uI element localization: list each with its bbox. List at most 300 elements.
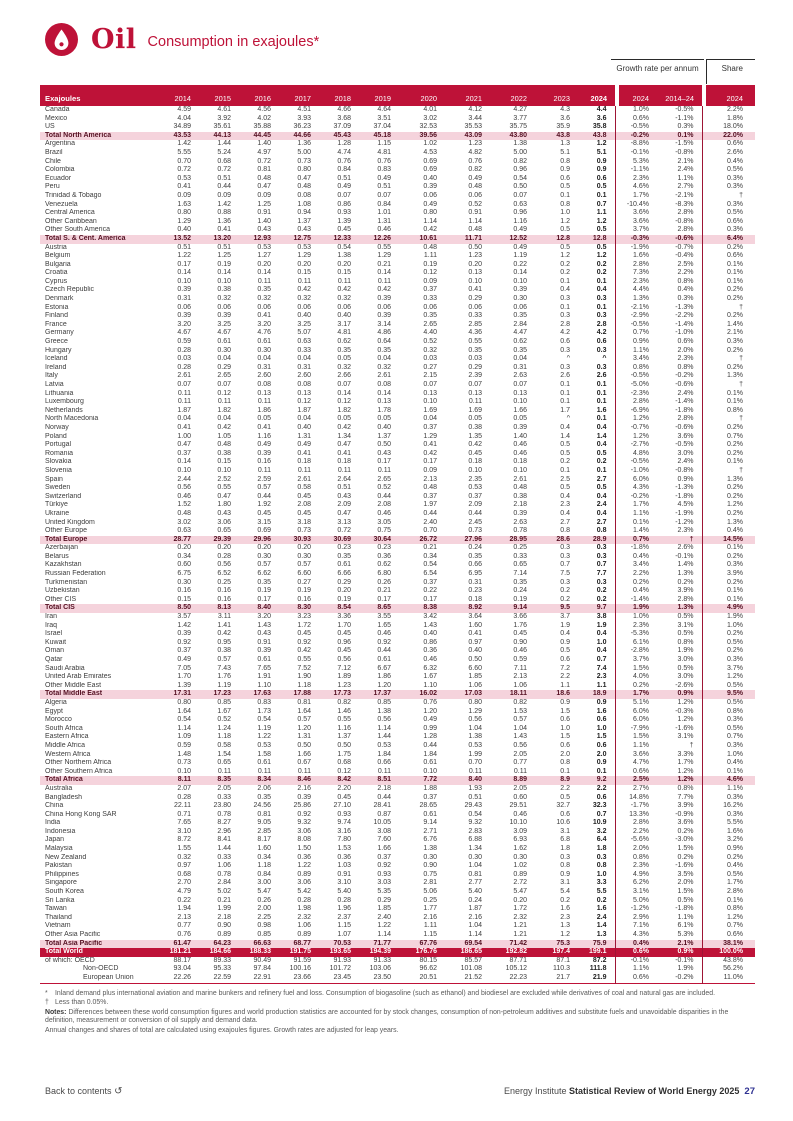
table-cell: 0.4: [596, 423, 607, 431]
table-cell: 0.33: [468, 312, 482, 320]
table-cell: 0.55: [468, 338, 482, 346]
table-row: [40, 441, 755, 450]
table-cell: 0.85: [377, 698, 391, 706]
table-cell: 9.14: [423, 819, 437, 827]
table-cell: 0.11: [217, 398, 231, 406]
table-cell: 3.0%: [677, 673, 694, 681]
table-cell: 188.33: [239, 948, 279, 957]
table-row: [40, 776, 755, 785]
table-cell: 0.1: [560, 381, 570, 388]
table-cell: 0.14: [177, 458, 191, 466]
table-row: [40, 201, 755, 210]
table-cell: 2.3%: [633, 862, 649, 870]
table-cell: 2.18: [217, 913, 231, 921]
table-cell: 1.96: [337, 905, 351, 913]
table-cell: -0.5%: [675, 441, 694, 449]
table-cell: 1.0: [596, 638, 607, 646]
table-cell: 0.1: [596, 767, 607, 775]
table-cell: 0.55: [217, 484, 231, 492]
table-cell: 28.6: [535, 536, 578, 545]
table-cell: 3.64: [468, 613, 482, 621]
table-cell: 1.0: [560, 724, 570, 732]
table-cell: 0.38: [217, 286, 231, 294]
table-cell: -1.2%: [675, 518, 694, 526]
table-cell: 7.60: [377, 836, 391, 844]
table-cell: 1.2%: [657, 776, 702, 785]
table-cell: -0.1%: [630, 148, 649, 156]
row-label: Indonesia: [45, 827, 76, 835]
table-cell: 26.72: [399, 536, 445, 545]
table-cell: -0.9%: [675, 810, 694, 818]
table-cell: 9.7: [578, 604, 615, 613]
table-cell: 0.35: [257, 286, 271, 294]
table-cell: 0.4%: [633, 587, 649, 595]
footnote-text: Annual changes and shares of total are calculated using exajoules figures. Growth rates are adjusted for leap years.: [45, 1026, 399, 1034]
table-cell: 87.1: [556, 956, 570, 964]
table-cell: 0.41: [257, 312, 271, 320]
footer-publication: [504, 1086, 755, 1097]
table-cell: 0.2: [560, 896, 570, 904]
row-label: China Hong Kong SAR: [45, 810, 117, 818]
table-cell: 1.2: [596, 140, 607, 148]
table-cell: 0.4%: [727, 527, 743, 535]
table-cell: 0.08: [257, 381, 271, 388]
table-cell: 0.91: [468, 209, 482, 217]
table-cell: 4.9%: [633, 870, 649, 878]
table-cell: 0.1: [596, 303, 607, 311]
table-cell: 0.6: [560, 174, 570, 182]
table-cell: 0.66: [468, 561, 482, 569]
table-cell: 0.77: [177, 922, 191, 930]
table-cell: 0.11: [257, 277, 271, 285]
table-cell: 110.3: [553, 965, 570, 973]
table-cell: 0.07: [337, 191, 351, 199]
row-label: Chile: [45, 157, 61, 165]
table-cell: 0.37: [423, 492, 437, 500]
table-cell: 3.7: [560, 613, 570, 621]
table-cell: 1.08: [297, 200, 311, 208]
table-cell: 1.0%: [633, 106, 649, 113]
table-cell: 0.5: [560, 243, 570, 251]
table-cell: 3.15: [257, 518, 271, 526]
table-cell: -1.1%: [675, 114, 694, 122]
table-cell: 32.3: [592, 802, 607, 810]
table-cell: 7.7: [596, 570, 607, 578]
corner-label: Exajoules: [40, 85, 155, 106]
table-cell: 1.37: [337, 733, 351, 741]
table-cell: 100.0%: [706, 948, 755, 957]
table-cell: 0.61: [217, 338, 231, 346]
table-cell: 3.36: [337, 613, 351, 621]
table-cell: 16.2%: [723, 802, 743, 810]
table-cell: 89.33: [213, 956, 231, 964]
table-cell: 34.89: [173, 123, 191, 131]
table-cell: 1.2: [560, 252, 570, 260]
table-cell: 1.29: [468, 707, 482, 715]
table-cell: 5.47: [513, 888, 527, 896]
table-cell: -0.8%: [675, 217, 694, 225]
table-cell: 1.31: [377, 217, 391, 225]
table-cell: 10.61: [399, 235, 445, 244]
table-cell: 13.52: [155, 235, 199, 244]
table-cell: 0.04: [217, 415, 231, 423]
table-cell: 21.52: [464, 973, 482, 981]
table-cell: 0.17: [377, 595, 391, 603]
table-cell: 0.5%: [727, 724, 743, 732]
table-cell: 44.45: [239, 132, 279, 141]
table-cell: 0.3: [560, 363, 570, 371]
table-cell: 75.3: [535, 940, 578, 949]
row-label: China: [45, 802, 64, 810]
table-cell: 0.09: [257, 191, 271, 199]
table-cell: 0.1: [596, 398, 607, 406]
back-to-contents-link[interactable]: [45, 1086, 122, 1097]
row-label: United Arab Emirates: [45, 673, 112, 681]
table-cell: 2.60: [257, 372, 271, 380]
table-cell: 0.59: [513, 656, 527, 663]
table-cell: 30.93: [279, 536, 319, 545]
table-cell: 0.4%: [727, 157, 743, 165]
table-cell: 1.67: [217, 707, 231, 715]
table-cell: 0.42: [297, 647, 311, 655]
table-cell: 7.65: [257, 664, 271, 672]
table-cell: 1.3%: [633, 295, 649, 303]
table-cell: 0.2: [560, 595, 570, 603]
table-cell: 1.01: [377, 209, 391, 217]
table-cell: 35.9: [556, 123, 570, 131]
table-cell: 1.6: [560, 905, 570, 913]
table-cell: 28.65: [419, 802, 437, 810]
table-cell: 0.9: [596, 759, 607, 767]
table-cell: 0.20: [297, 544, 311, 552]
table-cell: 1.31: [297, 432, 311, 440]
table-cell: 2.61: [377, 372, 391, 380]
table-cell: 0.8%: [727, 707, 743, 715]
table-cell: 0.49: [423, 200, 437, 208]
table-cell: 17.31: [155, 690, 199, 699]
table-cell: 0.42: [297, 286, 311, 294]
table-cell: 0.80: [177, 209, 191, 217]
table-cell: 9.32: [468, 819, 482, 827]
table-cell: 0.10: [468, 466, 482, 474]
table-row: [40, 673, 755, 682]
table-cell: 2.7: [560, 518, 570, 526]
table-cell: 1.1: [596, 209, 607, 217]
table-row: [40, 699, 755, 708]
table-cell: 17.23: [199, 690, 239, 699]
table-cell: 0.24: [468, 896, 482, 904]
table-cell: 0.26: [377, 578, 391, 586]
table-cell: 3.4%: [633, 355, 649, 363]
table-cell: 1.2: [596, 217, 607, 225]
table-cell: 4.3%: [633, 931, 649, 938]
table-cell: 1.23: [468, 140, 482, 148]
table-cell: 0.1: [596, 191, 607, 199]
table-cell: 1.66: [297, 750, 311, 758]
table-cell: 1.21: [513, 922, 527, 930]
table-cell: 0.18: [297, 458, 311, 466]
table-cell: 194.39: [359, 948, 399, 957]
table-cell: 0.47: [177, 441, 191, 449]
table-cell: 0.32: [177, 853, 191, 861]
table-cell: 0.25: [217, 578, 231, 586]
table-cell: 1.18: [297, 681, 311, 689]
table-cell: 13.3%: [629, 810, 649, 818]
table-cell: 0.53: [177, 174, 191, 182]
table-cell: 2.2%: [633, 827, 649, 835]
table-cell: 0.39: [513, 286, 527, 294]
table-row: [40, 355, 755, 364]
table-cell: 3.10: [177, 827, 191, 835]
table-cell: 0.1%: [727, 269, 743, 277]
row-label: Mexico: [45, 114, 68, 122]
table-cell: 1.1%: [677, 174, 694, 182]
table-cell: 193.65: [319, 948, 359, 957]
table-row: [40, 888, 755, 897]
table-cell: 0.40: [423, 174, 437, 182]
table-cell: 0.1%: [727, 587, 743, 595]
table-cell: 0.8%: [727, 406, 743, 414]
table-cell: 5.0%: [633, 896, 649, 904]
table-row: [40, 570, 755, 579]
table-cell: -0.2%: [675, 973, 694, 981]
table-cell: 0.16: [257, 458, 271, 466]
table-cell: 3.25: [297, 320, 311, 328]
table-cell: 0.5: [596, 484, 607, 492]
table-cell: 2.7: [596, 518, 607, 526]
table-cell: 0.08: [297, 191, 311, 199]
table-cell: 0.42: [468, 441, 482, 449]
table-cell: 1.1%: [633, 509, 649, 517]
table-cell: 0.92: [297, 810, 311, 818]
table-cell: 0.06: [177, 303, 191, 311]
growth-col-header: 2024: [619, 85, 657, 106]
table-cell: 0.04: [423, 415, 437, 423]
table-cell: 6.76: [423, 836, 437, 844]
table-cell: 3.10: [337, 879, 351, 887]
table-cell: 0.1%: [727, 767, 743, 775]
table-cell: 0.8: [596, 527, 607, 535]
table-cell: 30.69: [319, 536, 359, 545]
table-row: [40, 819, 755, 828]
table-cell: 0.17: [423, 458, 437, 466]
table-cell: 3.1: [560, 827, 570, 835]
table-cell: 0.2: [596, 587, 607, 595]
table-cell: 1.78: [377, 406, 391, 414]
table-cell: 16.02: [399, 690, 445, 699]
table-cell: 0.56: [377, 716, 391, 724]
table-cell: 1.0: [596, 724, 607, 732]
table-cell: 0.31: [297, 363, 311, 371]
table-cell: 0.5: [560, 449, 570, 457]
table-row: [40, 639, 755, 648]
table-cell: 0.3: [596, 346, 607, 354]
table-cell: 0.6%: [619, 948, 657, 957]
table-cell: 2.8: [560, 320, 570, 328]
row-label: US: [45, 123, 55, 131]
page-subtitle: Consumption in exajoules*: [147, 34, 320, 50]
table-cell: 0.06: [468, 191, 482, 199]
table-cell: 2.66: [337, 372, 351, 380]
table-row: [40, 682, 755, 691]
table-cell: 0.83: [377, 166, 391, 174]
table-cell: 5.00: [513, 148, 527, 156]
table-cell: 1.10: [423, 681, 437, 689]
table-cell: 0.92: [377, 638, 391, 646]
table-cell: 0.92: [177, 638, 191, 646]
table-cell: 35.8: [592, 123, 607, 131]
table-cell: 0.78: [513, 527, 527, 535]
table-row: [40, 235, 755, 244]
table-cell: -2.2%: [675, 312, 694, 320]
table-cell: 0.40: [297, 312, 311, 320]
table-cell: 0.9: [596, 157, 607, 165]
table-cell: 1.43: [513, 733, 527, 741]
table-cell: 8.17: [257, 836, 271, 844]
table-cell: 0.19: [513, 595, 527, 603]
row-label: Other Asia Pacific: [45, 931, 101, 938]
row-label: Germany: [45, 329, 74, 337]
table-cell: 1.16: [513, 217, 527, 225]
table-cell: 32.7: [556, 802, 570, 810]
table-row: [40, 218, 755, 227]
table-cell: 1.14: [377, 724, 391, 732]
table-cell: 0.13: [297, 389, 311, 397]
table-cell: 0.30: [513, 295, 527, 303]
table-cell: 7.3%: [633, 269, 649, 277]
table-cell: 0.29: [337, 578, 351, 586]
row-label: France: [45, 320, 67, 328]
table-cell: 4.67: [177, 329, 191, 337]
table-cell: 2.2%: [633, 570, 649, 578]
table-cell: 2.40: [377, 913, 391, 921]
table-cell: 0.28: [177, 793, 191, 801]
table-cell: 3.42: [423, 613, 437, 621]
table-cell: 0.91: [257, 638, 271, 646]
row-label: Other Middle East: [45, 681, 102, 689]
year-header: 2022: [490, 85, 535, 106]
table-cell: 0.06: [217, 303, 231, 311]
table-cell: 0.07: [377, 191, 391, 199]
table-cell: 3.92: [217, 114, 231, 122]
table-cell: 0.30: [513, 853, 527, 861]
table-row: [40, 252, 755, 261]
table-cell: 1.7%: [677, 759, 694, 767]
table-cell: 0.7: [596, 200, 607, 208]
table-cell: 3.17: [337, 320, 351, 328]
table-cell: 4.47: [513, 329, 527, 337]
table-cell: 111.8: [589, 965, 607, 973]
table-cell: 0.42: [377, 286, 391, 294]
table-cell: 2.3%: [633, 174, 649, 182]
table-cell: -1.8%: [630, 544, 649, 552]
row-label: Other Europe: [45, 527, 88, 535]
table-cell: 1.34: [337, 432, 351, 440]
row-label: Azerbaijan: [45, 544, 79, 552]
table-cell: 38.1%: [706, 940, 755, 949]
table-cell: 0.35: [337, 346, 351, 354]
table-cell: -0.1%: [630, 956, 649, 964]
row-label: Türkiye: [45, 501, 68, 509]
row-label: Canada: [45, 106, 70, 113]
table-cell: 0.58: [297, 484, 311, 492]
table-cell: 0.32: [337, 295, 351, 303]
table-row: [40, 295, 755, 304]
table-cell: -1.4%: [630, 595, 649, 603]
table-cell: 0.61: [257, 338, 271, 346]
table-cell: 2.7%: [633, 784, 649, 792]
table-cell: 0.10: [468, 277, 482, 285]
table-cell: 10.05: [373, 819, 391, 827]
table-cell: ^: [566, 355, 570, 363]
table-cell: 2.8%: [633, 398, 649, 406]
table-cell: 8.46: [279, 776, 319, 785]
table-cell: 0.4%: [727, 759, 743, 767]
table-cell: 1.4: [596, 432, 607, 440]
table-cell: 3.14: [377, 320, 391, 328]
table-cell: 0.6%: [633, 973, 649, 981]
table-cell: 3.6%: [677, 432, 694, 440]
table-cell: 3.05: [377, 518, 391, 526]
footnote: [45, 1009, 757, 1026]
table-cell: 2.18: [513, 501, 527, 509]
table-cell: 1.53: [337, 845, 351, 853]
table-cell: 0.5%: [727, 166, 743, 174]
table-cell: -1.2%: [630, 905, 649, 913]
year-header-2024: 2024: [578, 85, 615, 106]
year-header: 2019: [359, 85, 399, 106]
table-cell: 64.23: [199, 940, 239, 949]
table-cell: 2.8%: [677, 209, 694, 217]
table-cell: 0.2%: [727, 449, 743, 457]
table-cell: 0.43: [337, 492, 351, 500]
row-label: Singapore: [45, 879, 77, 887]
table-cell: 1.87: [177, 406, 191, 414]
table-cell: 1.04: [513, 724, 527, 732]
table-cell: 1.55: [177, 845, 191, 853]
table-cell: 0.42: [423, 449, 437, 457]
table-cell: 4.81: [337, 329, 351, 337]
table-row: [40, 665, 755, 674]
table-cell: -0.7%: [675, 243, 694, 251]
table-cell: 0.68: [337, 759, 351, 767]
table-cell: 0.3%: [727, 174, 743, 182]
table-cell: -5.0%: [630, 381, 649, 388]
table-cell: 3.06: [297, 827, 311, 835]
table-cell: 0.11: [377, 277, 391, 285]
table-cell: 1.73: [257, 707, 271, 715]
table-cell: -5.3%: [630, 630, 649, 638]
table-cell: 1.41: [217, 621, 231, 629]
table-cell: 3.9%: [727, 570, 743, 578]
table-cell: 4.01: [423, 106, 437, 113]
table-cell: 1.6%: [727, 827, 743, 835]
table-cell: 3.9%: [677, 802, 694, 810]
table-cell: 0.41: [423, 441, 437, 449]
table-row: [40, 794, 755, 803]
table-cell: 0.44: [217, 183, 231, 191]
table-cell: 0.19: [423, 260, 437, 268]
table-cell: 0.9%: [727, 845, 743, 853]
table-cell: 0.04: [377, 355, 391, 363]
row-label: Bulgaria: [45, 260, 71, 268]
table-cell: 3.6: [596, 114, 607, 122]
table-row: [40, 931, 755, 940]
table-cell: -6.9%: [630, 406, 649, 414]
table-cell: 2.65: [217, 372, 231, 380]
table-cell: 0.10: [513, 466, 527, 474]
table-cell: 0.12: [297, 398, 311, 406]
